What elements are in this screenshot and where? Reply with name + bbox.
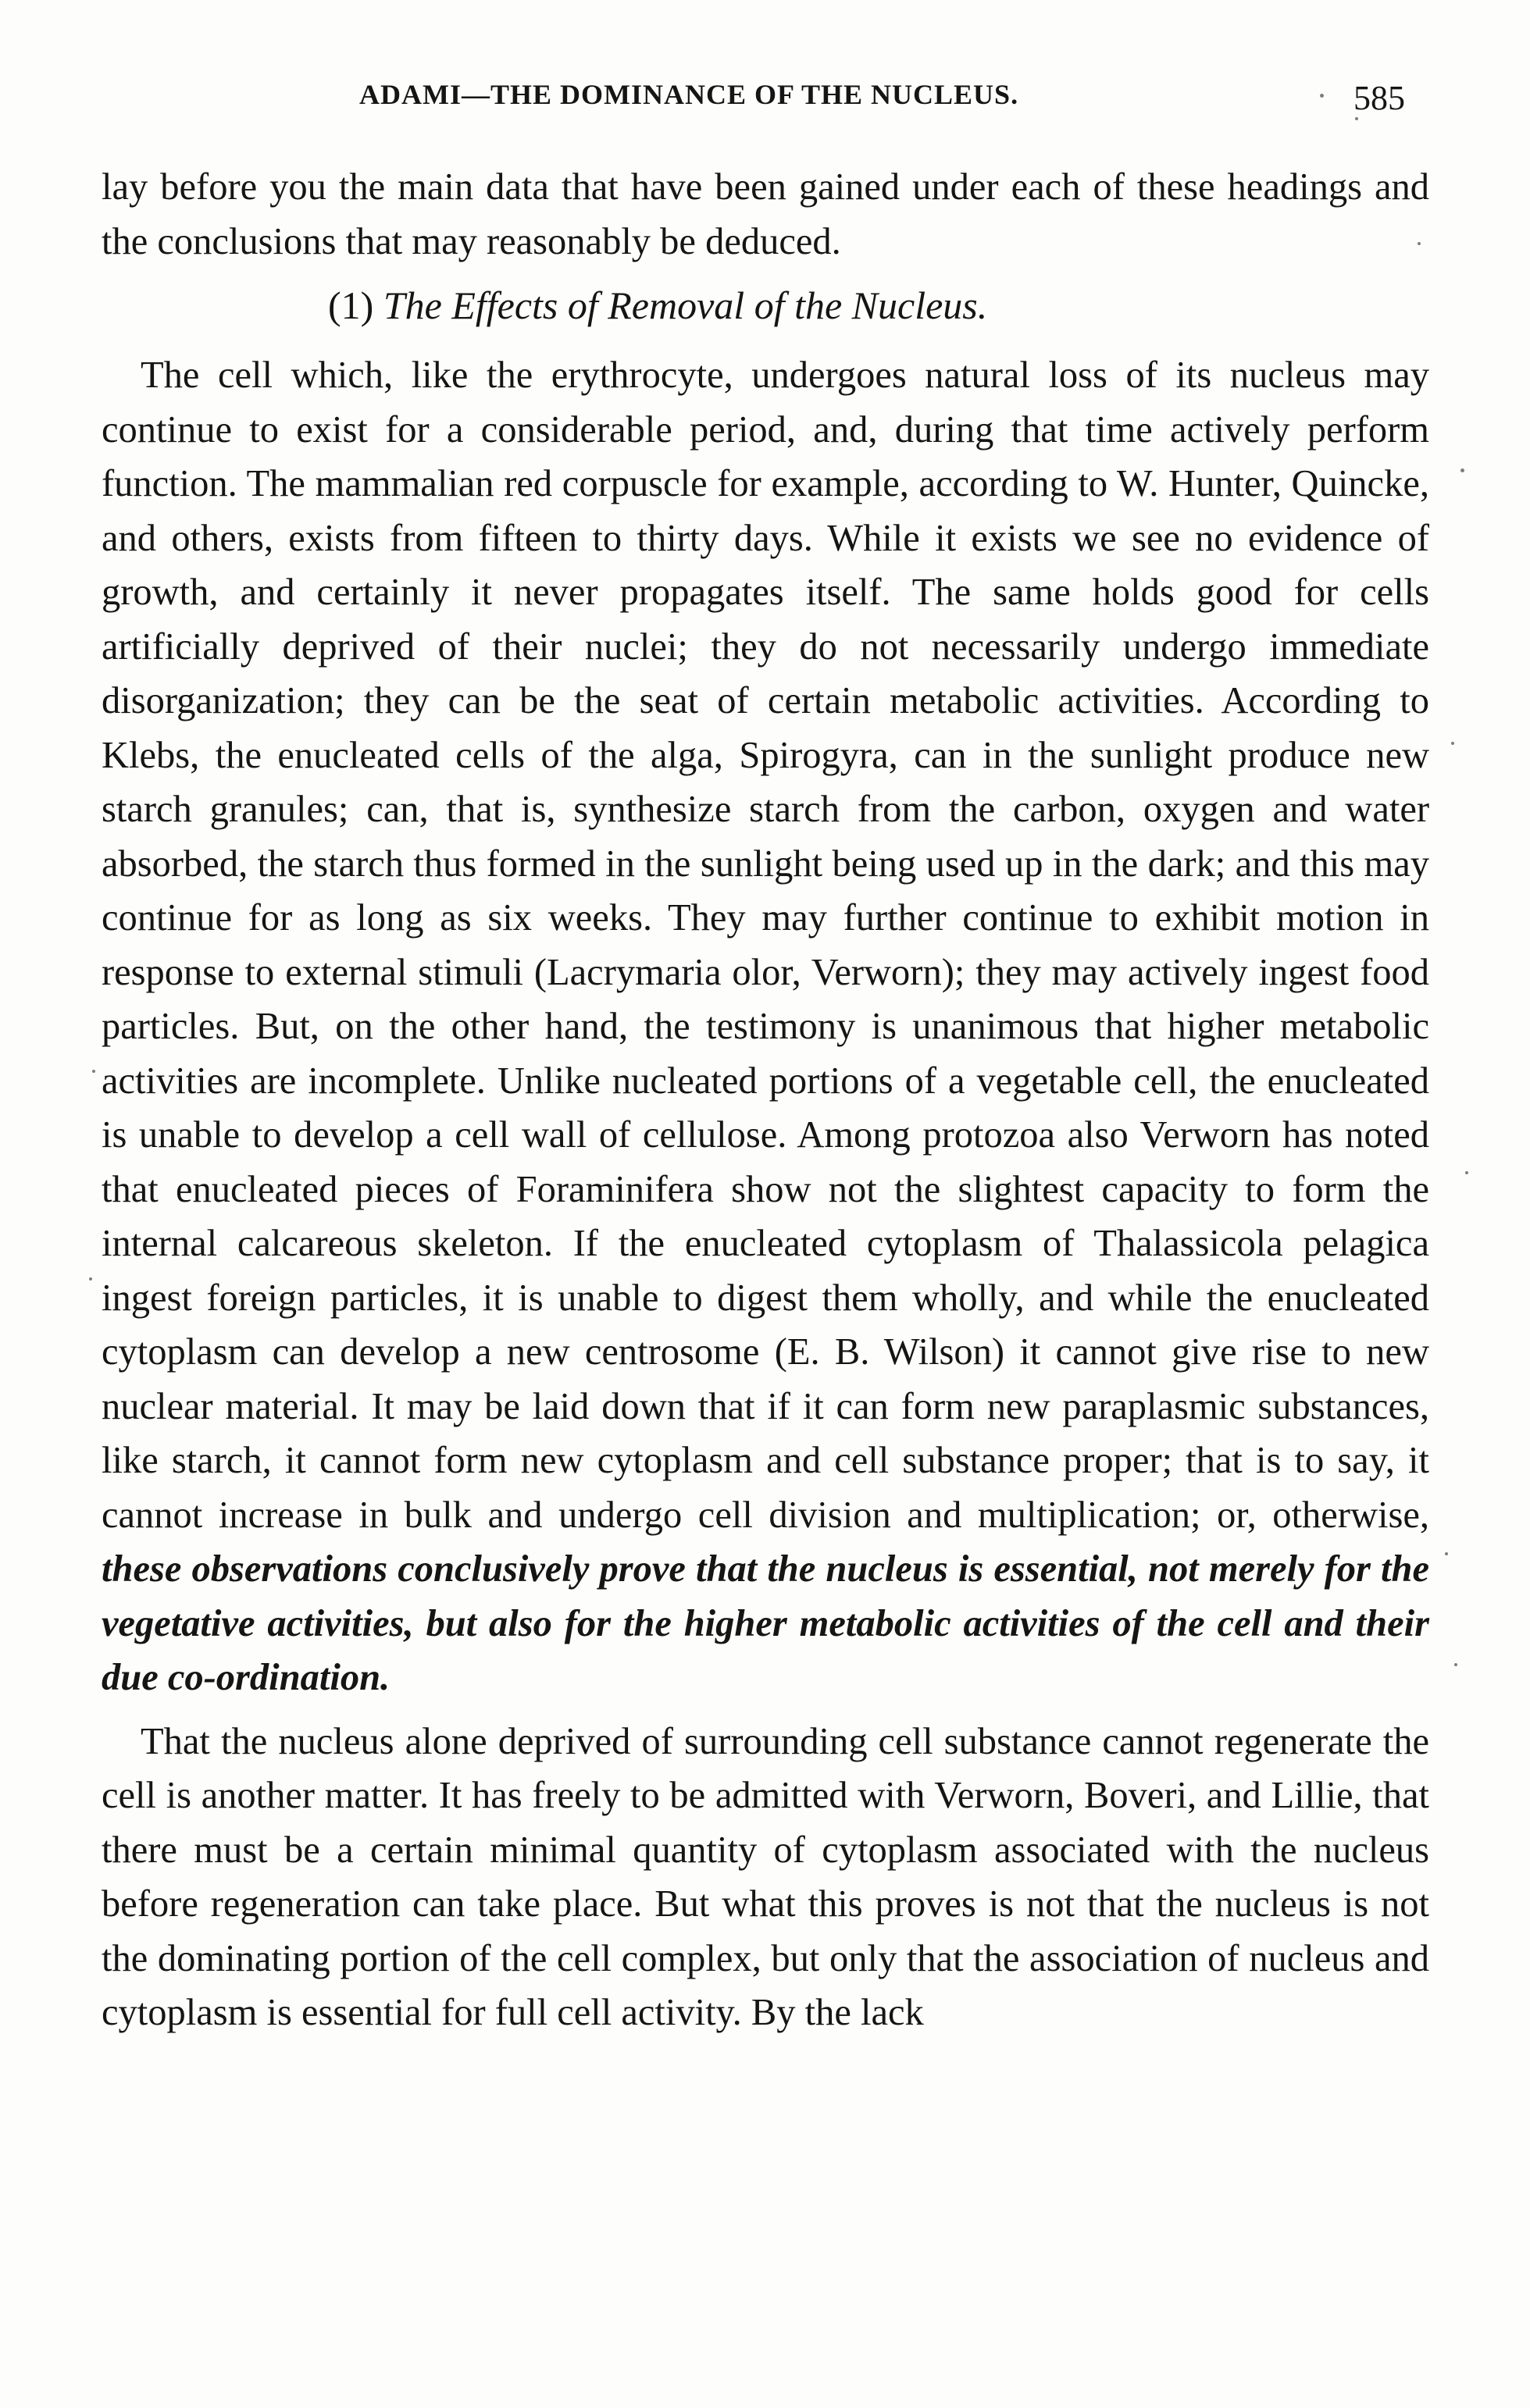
page-number: 585 xyxy=(1353,79,1405,117)
paragraph-removal-conclusion: these observations conclusively prove that the nucleus is essential, not merely for the vegetative activities, but also for the higher metabolic activities of the cell and their due co-ordination. xyxy=(102,1548,1429,1698)
running-head xyxy=(102,78,1436,133)
scan-speck xyxy=(1454,1663,1457,1666)
section-title: The Effects of Removal of the Nucleus. xyxy=(383,283,988,327)
paragraph-regeneration: That the nucleus alone deprived of surrounding cell substance cannot regenerate the cell is another matter. It has freely to be admitted with Verworn, Boveri, and Lillie, that there must be a certain minimal quantity of cytoplasm associated with the nucleus before regeneration can take place. But what this proves is not that the nucleus is not the dominating portion of the cell complex, but only that the association of nucleus and cytoplasm is essential for full cell activity. By the lack xyxy=(102,1720,1429,2033)
section-heading xyxy=(102,278,1429,333)
running-title: ADAMI—THE DOMINANCE OF THE NUCLEUS. xyxy=(359,79,1019,110)
scan-speck xyxy=(89,1277,92,1281)
scan-speck xyxy=(1465,1171,1468,1174)
scan-speck xyxy=(1460,468,1464,472)
section-number: (1) xyxy=(328,283,374,327)
scan-speck xyxy=(1445,1552,1448,1555)
scan-speck xyxy=(92,1070,95,1073)
scan-speck xyxy=(1355,117,1358,120)
scan-speck xyxy=(1451,742,1454,745)
paragraph-removal xyxy=(102,348,1429,1705)
paragraph-removal-main: The cell which, like the erythrocyte, undergoes natural loss of its nucleus may continue to exist for a considerable period, and, during that time actively perform function. The mammalian red corpuscle for example, according to W. Hunter, Quincke, and others, exists from fifteen to thirty days. While it exists we see no evidence of growth, and certainly it never propagates itself. The same holds good for cells artificially deprived of their nuclei; they do not necessarily undergo immediate disorganization; they can be the seat of certain metabolic activities. According to Klebs, the enucleated cells of the alga, Spirogyra, can in the sunlight produce new starch granules; can, that is, synthesize starch from the carbon, oxygen and water absorbed, the starch thus formed in the sunlight being used up in the dark; and this may continue for as long as six weeks. They may further continue to exhibit motion in response to external stimuli (Lacrymaria olor, Verworn); they may actively ingest food particles. But, on the other hand, the testimony is unanimous that higher metabolic activities are incomplete. Unlike nucleated portions of a vegetable cell, the enucleated is unable to develop a cell wall of cellulose. Among protozoa also Verworn has noted that enucleated pieces of Foraminifera show not the slightest capacity to form the internal calcareous skeleton. If the enucleated cytoplasm of Thalassicola pelagica ingest foreign particles, it is unable to digest them wholly, and while the enucleated cytoplasm can develop a new centrosome (E. B. Wilson) it cannot give rise to new nuclear material. It may be laid down that if it can form new paraplasmic substances, like starch, it cannot form new cytoplasm and cell substance proper; that is to say, it cannot increase in bulk and undergo cell division and multiplication; or, otherwise, xyxy=(102,354,1429,1536)
scan-speck xyxy=(1418,242,1421,245)
body-text xyxy=(102,160,1429,2040)
scan-speck xyxy=(1320,94,1324,98)
intro-paragraph: lay before you the main data that have been gained under each of these headings and the conclusions that may reasonably be deduced. xyxy=(102,166,1429,262)
